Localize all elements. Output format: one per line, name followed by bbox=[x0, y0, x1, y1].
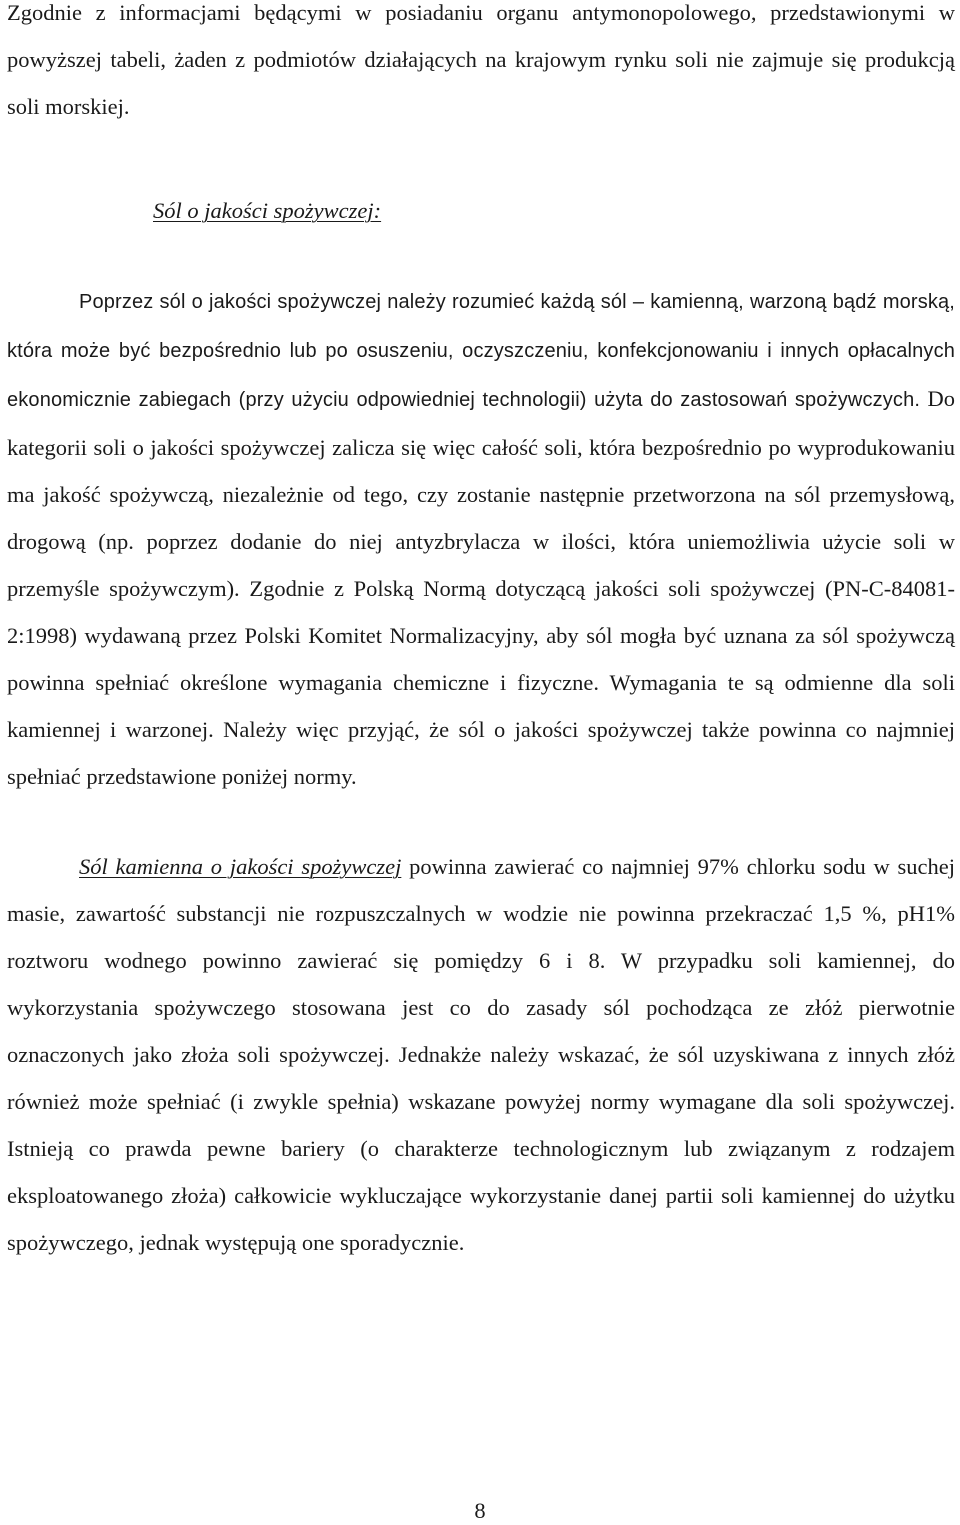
rock-salt-text: powinna zawierać co najmniej 97% chlorku sodu w suchej masie, zawartość substancji nie rozpuszczalnych w wodzie nie powinna przekraczać 1,5 %, pH1% roztworu wodnego powinno zawierać się pomiędzy 6 i 8. W przypadku soli kamiennej, do wykorzystania spożywczego stosowana jest co do zasady sól pochodząca ze złóż pierwotnie oznaczonych jako złoża soli spożywczej. Jednakże należy wskazać, że sól uzyskiwana z innych złóż również może spełniać (i zwykle spełnia) wskazane powyżej normy wymagane dla soli spożywczej. Istnieją co prawda pewne bariery (o charakterze technologicznym lub związanym z rodzajem eksploatowanego złoża) całkowicie wykluczające wykorzystanie danej partii soli kamiennej do użytku spożywczego, jednak występują one sporadycznie. bbox=[7, 854, 955, 1255]
definition-paragraph bbox=[7, 277, 955, 800]
rock-salt-lead: Sól kamienna o jakości spożywczej bbox=[79, 854, 402, 879]
section-heading: Sól o jakości spożywczej: bbox=[153, 198, 382, 223]
definition-text-category: Do kategorii soli o jakości spożywczej zalicza się więc całość soli, która bezpośrednio po wyprodukowaniu ma jakość spożywczą, niezależnie od tego, czy zostanie następnie przetworzona na sól przemysłową, drogową (np. poprzez dodanie do niej antyzbrylacza w ilości, która uniemożliwia użycie soli w przemyśle spożywczym). bbox=[7, 386, 955, 601]
intro-paragraph: Zgodnie z informacjami będącymi w posiadaniu organu antymonopolowego, przedstawionymi w powyższej tabeli, żaden z podmiotów działających na krajowym rynku soli nie zajmuje się produkcją soli morskiej. bbox=[7, 0, 955, 119]
document-page bbox=[7, 0, 955, 1266]
definition-text-norm: Zgodnie z Polską Normą dotyczącą jakości soli spożywczej (PN-C-84081-2:1998) wydawaną przez Polski Komitet Normalizacyjny, aby sól mogła być uznana za sól spożywczą powinna spełniać określone wymagania chemiczne i fizyczne. Wymagania te są odmienne dla soli kamiennej i warzonej. Należy więc przyjąć, że sól o jakości spożywczej także powinna co najmniej spełniać przedstawione poniżej normy. bbox=[7, 576, 955, 789]
definition-text-sans: Poprzez sól o jakości spożywczej należy rozumieć każdą sól – kamienną, warzoną bądź morską, która może być bezpośrednio lub po osuszeniu, oczyszczeniu, konfekcjonowaniu i innych opłacalnych ekonomicznie zabiegach (przy użyciu odpowiedniej technologii) użyta do zastosowań spożywczych. bbox=[7, 291, 955, 411]
rock-salt-paragraph bbox=[7, 843, 955, 1266]
page-number: 8 bbox=[474, 1498, 486, 1523]
